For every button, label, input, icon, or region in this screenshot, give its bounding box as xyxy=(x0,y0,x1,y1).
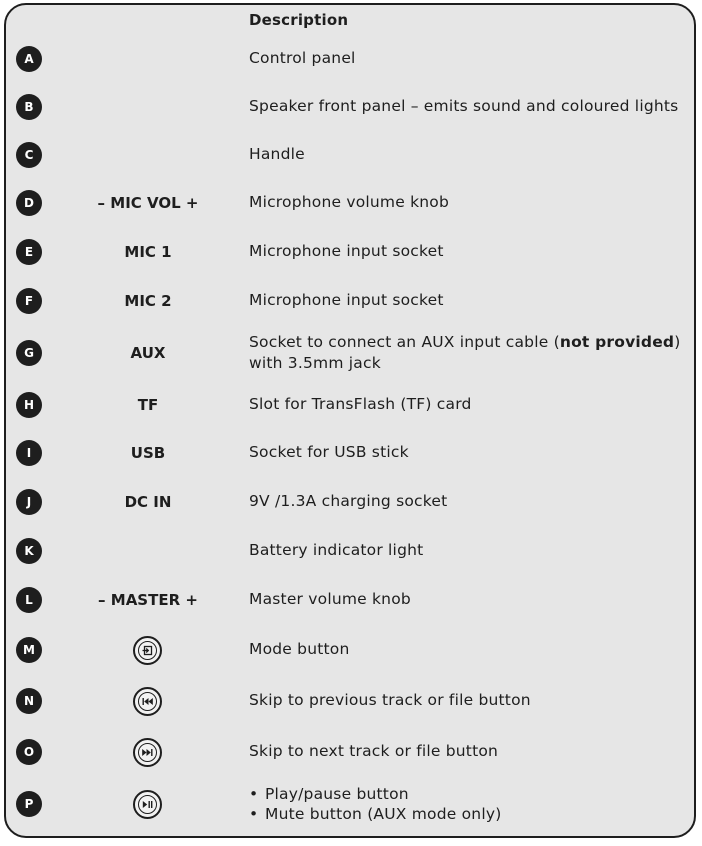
description-g-text: Socket to connect an AUX input cable ( xyxy=(249,333,560,351)
letter-badge-l: L xyxy=(16,587,42,613)
description-l: Master volume knob xyxy=(249,590,411,608)
label-j: DC IN xyxy=(124,493,172,511)
description-o: Skip to next track or file button xyxy=(249,742,499,760)
description-header: Description xyxy=(249,11,349,29)
row-d xyxy=(0,190,702,216)
row-h xyxy=(0,392,702,418)
bullet-item xyxy=(249,804,501,824)
row-k xyxy=(0,538,702,564)
description-b: Speaker front panel – emits sound and coloured lights xyxy=(249,97,679,115)
description-p xyxy=(249,784,501,824)
description-g-bold: not provided xyxy=(559,333,675,351)
label-d: – MIC VOL + xyxy=(97,194,199,212)
row-f xyxy=(0,288,702,314)
label-i: USB xyxy=(130,444,166,462)
letter-badge-c: C xyxy=(16,142,42,168)
row-a xyxy=(0,46,702,72)
label-e: MIC 1 xyxy=(124,243,172,261)
label-l: – MASTER + xyxy=(98,591,198,609)
next-track-icon xyxy=(133,738,162,767)
row-l xyxy=(0,587,702,613)
letter-badge-e: E xyxy=(16,239,42,265)
bullet-item xyxy=(249,784,501,804)
row-j xyxy=(0,489,702,515)
bullet-marker: • xyxy=(249,785,259,803)
label-f: MIC 2 xyxy=(124,292,172,310)
play-pause-icon xyxy=(133,790,162,819)
letter-badge-o: O xyxy=(16,739,42,765)
bullet-text: Play/pause button xyxy=(265,785,409,803)
row-b xyxy=(0,94,702,120)
description-h: Slot for TransFlash (TF) card xyxy=(249,395,472,413)
letter-badge-p: P xyxy=(16,791,42,817)
description-e: Microphone input socket xyxy=(249,242,444,260)
description-g-close: ) xyxy=(674,333,681,351)
description-i: Socket for USB stick xyxy=(249,443,409,461)
letter-badge-a: A xyxy=(16,46,42,72)
description-d: Microphone volume knob xyxy=(249,193,450,211)
row-o xyxy=(0,739,702,765)
description-m: Mode button xyxy=(249,640,350,658)
letter-badge-g: G xyxy=(16,340,42,366)
letter-badge-i: I xyxy=(16,440,42,466)
description-a: Control panel xyxy=(249,49,356,67)
letter-badge-d: D xyxy=(16,190,42,216)
row-n xyxy=(0,688,702,714)
row-i xyxy=(0,440,702,466)
row-c xyxy=(0,142,702,168)
letter-badge-b: B xyxy=(16,94,42,120)
bullet-text: Mute button (AUX mode only) xyxy=(265,805,502,823)
row-m xyxy=(0,637,702,663)
description-g-line2: with 3.5mm jack xyxy=(249,354,381,372)
letter-badge-h: H xyxy=(16,392,42,418)
row-p xyxy=(0,785,702,823)
label-g: AUX xyxy=(130,344,166,362)
letter-badge-j: J xyxy=(16,489,42,515)
row-e xyxy=(0,239,702,265)
letter-badge-f: F xyxy=(16,288,42,314)
letter-badge-n: N xyxy=(16,688,42,714)
description-c: Handle xyxy=(249,145,305,163)
mode-icon xyxy=(133,636,162,665)
description-g xyxy=(249,332,680,374)
row-g xyxy=(0,333,702,372)
description-n: Skip to previous track or file button xyxy=(249,691,531,709)
letter-badge-m: M xyxy=(16,637,42,663)
description-k: Battery indicator light xyxy=(249,541,424,559)
bullet-marker: • xyxy=(249,805,259,823)
description-f: Microphone input socket xyxy=(249,291,444,309)
label-h: TF xyxy=(137,396,159,414)
description-j: 9V /1.3A charging socket xyxy=(249,492,448,510)
letter-badge-k: K xyxy=(16,538,42,564)
previous-track-icon xyxy=(133,687,162,716)
